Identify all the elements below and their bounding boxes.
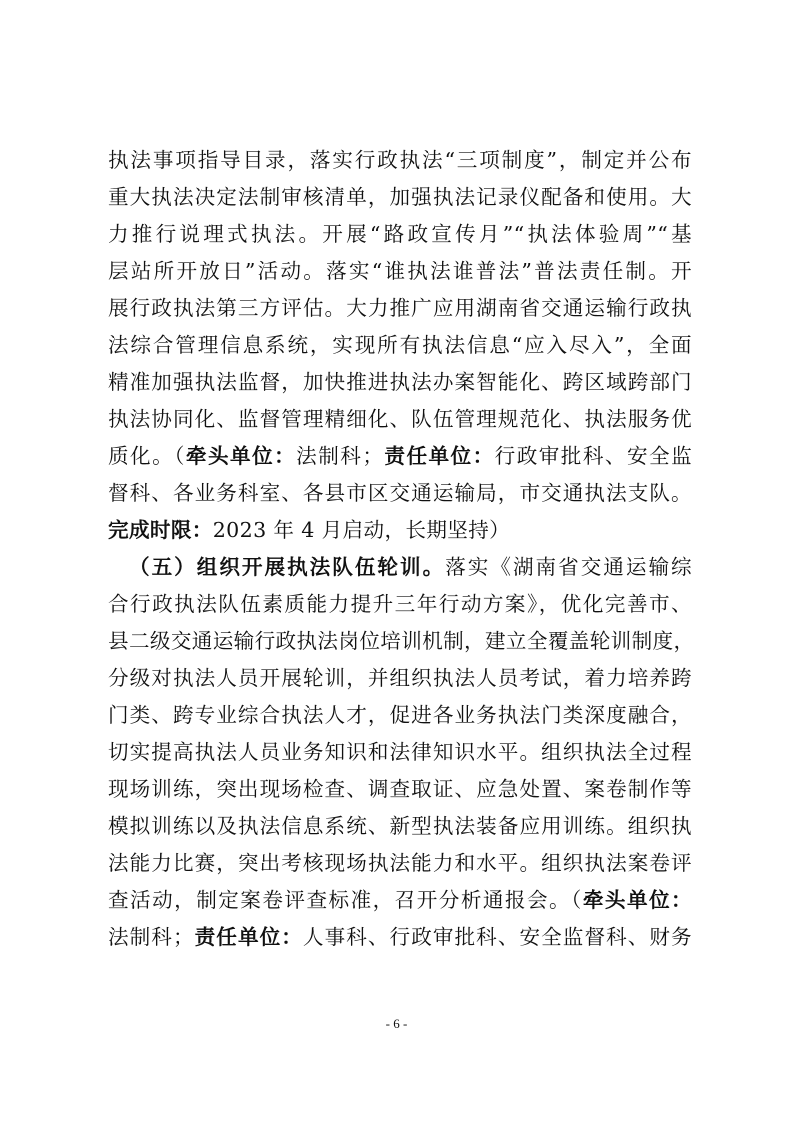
text-run: 落实《湖南省交通运输综 <box>445 555 692 579</box>
text-run: 2023 年 4 月启动，长期坚持） <box>212 518 511 542</box>
section-heading: （五）组织开展执法队伍轮训。 <box>129 555 446 579</box>
section-heading-line <box>108 549 692 586</box>
paragraph-line: 县二级交通运输行政执法岗位培训机制，建立全覆盖轮训制度， <box>108 629 695 653</box>
paragraph-line <box>108 438 692 475</box>
lead-unit-label: 牵头单位： <box>185 444 297 468</box>
text-run: 法制科； <box>296 444 384 468</box>
paragraph-line: 力推行说理式执法。开展“路政宣传月”“执法体验周”“基 <box>108 222 692 246</box>
text-run: 行政审批科、安全监 <box>494 444 693 468</box>
text-run: 质化。（ <box>108 444 186 468</box>
paragraph-line: 分级对执法人员开展轮训，并组织执法人员考试，着力培养跨 <box>108 666 692 690</box>
paragraph-line: 展行政执法第三方评估。大力推广应用湖南省交通运输行政执 <box>108 296 692 320</box>
paragraph-line: 执法事项指导目录，落实行政执法“三项制度”，制定并公布 <box>108 148 692 172</box>
paragraph-line: 法综合管理信息系统，实现所有执法信息“应入尽入”，全面 <box>108 333 692 357</box>
text-run: 法制科； <box>108 925 194 949</box>
paragraph-line: 门类、跨专业综合执法人才，促进各业务执法门类深度融合， <box>108 703 692 727</box>
paragraph-line: 层站所开放日”活动。落实“谁执法谁普法”普法责任制。开 <box>108 259 692 283</box>
paragraph-line <box>108 919 692 956</box>
paragraph-line: 合行政执法队伍素质能力提升三年行动方案》，优化完善市、 <box>108 592 692 616</box>
deadline-label: 完成时限： <box>108 518 213 542</box>
paragraph-line <box>108 512 692 549</box>
paragraph-line: 切实提高执法人员业务知识和法律知识水平。组织执法全过程 <box>108 740 692 764</box>
paragraph-line: 执法协同化、监督管理精细化、队伍管理规范化、执法服务优 <box>108 407 692 431</box>
paragraph-line: 精准加强执法监督，加快推进执法办案智能化、跨区域跨部门 <box>108 370 692 394</box>
text-run: 人事科、行政审批科、安全监督科、财务 <box>302 925 693 949</box>
paragraph-line: 模拟训练以及执法信息系统、新型执法装备应用训练。组织执 <box>108 814 692 838</box>
text-run: 查活动，制定案卷评查标准，召开分析通报会。（ <box>108 888 583 912</box>
responsible-unit-label: 责任单位： <box>193 925 303 949</box>
document-body <box>108 142 695 956</box>
paragraph-line: 法能力比赛，突出考核现场执法能力和水平。组织执法案卷评 <box>108 851 692 875</box>
lead-unit-label: 牵头单位： <box>582 888 692 912</box>
paragraph-line <box>108 882 692 919</box>
page-number: - 6 - <box>385 1016 408 1031</box>
paragraph-line: 现场训练，突出现场检查、调查取证、应急处置、案卷制作等 <box>108 777 692 801</box>
paragraph-line: 督科、各业务科室、各县市区交通运输局，市交通执法支队。 <box>108 481 692 505</box>
responsible-unit-label: 责任单位： <box>383 444 495 468</box>
paragraph-line: 重大执法决定法制审核清单，加强执法记录仪配备和使用。大 <box>108 185 692 209</box>
